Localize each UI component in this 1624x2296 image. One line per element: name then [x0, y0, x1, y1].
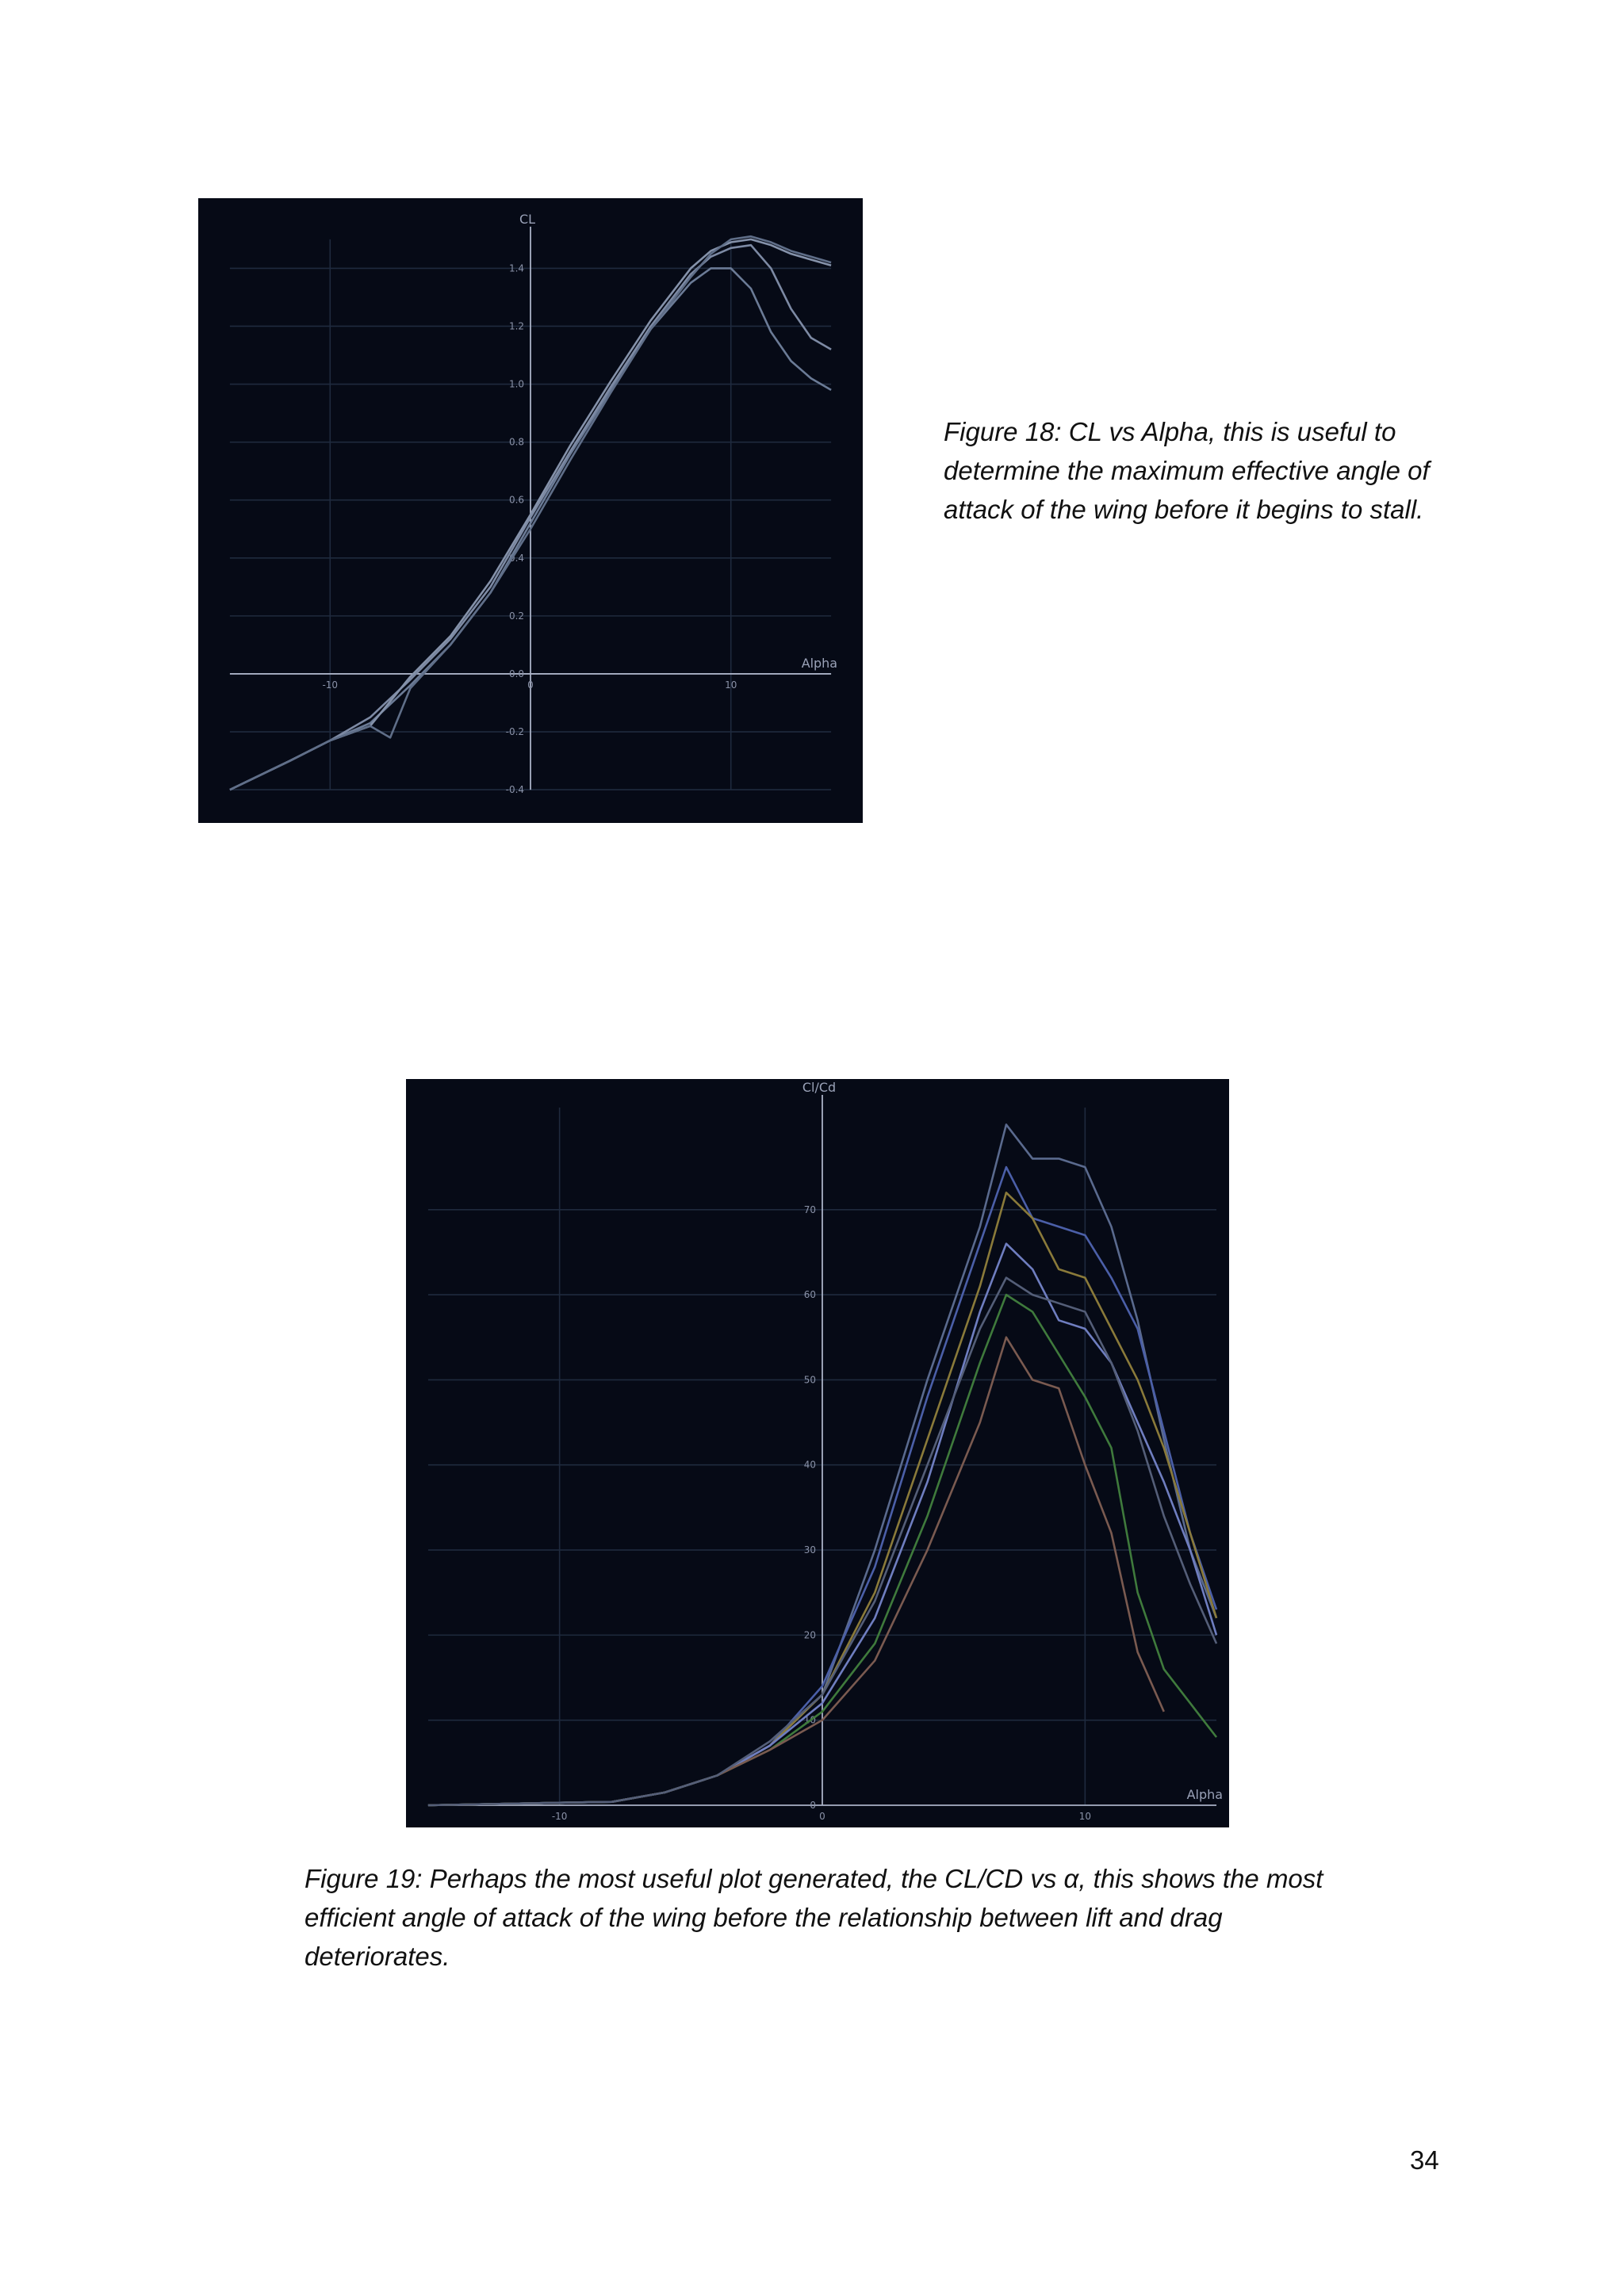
fig19-y-tick-label: 40: [803, 1459, 817, 1471]
fig18-y-tick-label: 0.8: [508, 436, 525, 448]
fig18-y-tick-label: 1.0: [508, 378, 525, 390]
fig19-y-tick-label: 20: [803, 1629, 817, 1641]
figure-19-plot: [406, 1079, 1229, 1827]
fig18-x-tick-label: -10: [322, 679, 339, 691]
page-number: 34: [1410, 2145, 1439, 2175]
fig18-x-axis-label: Alpha: [801, 655, 838, 671]
fig19-y-tick-label: 10: [803, 1714, 817, 1726]
fig18-y-tick-label: 1.4: [508, 262, 525, 274]
fig19-y-tick-label: 60: [803, 1289, 817, 1301]
fig19-x-tick-label: -10: [551, 1810, 568, 1823]
fig18-y-tick-label: 0.2: [508, 610, 525, 622]
fig19-x-tick-label: 0: [819, 1810, 825, 1823]
fig18-y-axis-label: CL: [519, 211, 536, 227]
fig18-y-tick-label: -0.2: [505, 726, 525, 738]
fig18-x-tick-label: 10: [725, 679, 737, 691]
fig19-y-tick-label: 70: [803, 1203, 817, 1215]
figure-19-chart: [406, 1079, 1229, 1827]
fig19-y-tick-label: 0: [810, 1799, 817, 1812]
fig19-x-axis-label: Alpha: [1186, 1786, 1224, 1803]
figure-18-plot: [198, 198, 863, 823]
fig19-y-axis-label: Cl/Cd: [802, 1079, 837, 1096]
fig19-x-tick-label: 10: [1078, 1810, 1091, 1823]
fig18-y-tick-label: 0.4: [508, 552, 525, 564]
fig19-y-tick-label: 50: [803, 1374, 817, 1386]
figure-18-chart: [198, 198, 863, 823]
figure-19-caption: Figure 19: Perhaps the most useful plot generated, the CL/CD vs α, this shows the most efficient angle of attack of the wing before the relationship between lift and drag deteriorates.: [304, 1864, 1323, 1971]
fig19-series-line: [428, 1337, 1164, 1805]
fig18-y-tick-label: 1.2: [508, 320, 525, 332]
fig18-y-tick-label: 0.6: [508, 494, 525, 506]
fig18-y-tick-label: 0.0: [508, 668, 525, 679]
fig18-y-tick-label: -0.4: [505, 784, 525, 796]
fig18-x-tick-label: 0: [527, 679, 534, 691]
fig19-y-tick-label: 30: [803, 1544, 817, 1556]
figure-18-caption: Figure 18: CL vs Alpha, this is useful to determine the maximum effective angle of attack of the wing before it begins to stall.: [944, 417, 1430, 524]
